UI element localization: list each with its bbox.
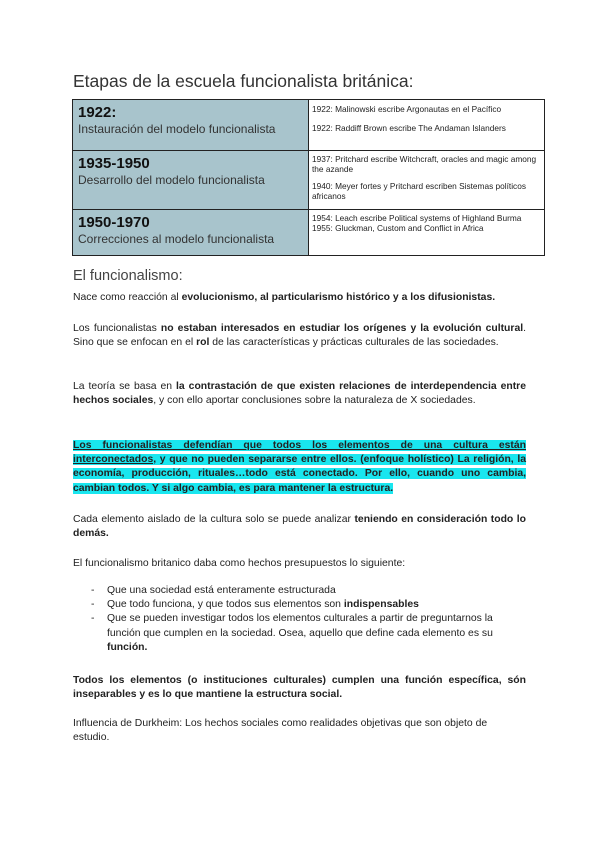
list-item-text: Que una sociedad está enteramente estructurada <box>107 585 336 596</box>
event-item: 1955: Gluckman, Custom and Conflict in Africa <box>312 223 484 234</box>
stages-table <box>72 99 545 256</box>
paragraph-text: de las características y prácticas culturales de las sociedades. <box>209 337 499 349</box>
stage-cell <box>73 210 309 256</box>
paragraph: El funcionalismo britanico daba como hechos presupuestos lo siguiente: <box>73 558 406 569</box>
list-item-text: Que se pueden investigar todos los elementos culturales a partir de preguntarnos la función que cumplen en la sociedad. Osea, aquello que define cada elemento es su <box>107 613 493 639</box>
bold-text: teniendo en consideración todo lo demás. <box>73 514 526 540</box>
stage-years: 1935-1950 <box>78 155 150 172</box>
event-item: 1937: Pritchard escribe Witchcraft, oracles and magic among the azande <box>312 154 537 175</box>
table-row <box>73 100 545 151</box>
stage-description: Correcciones al modelo funcionalista <box>78 232 275 246</box>
paragraph-text: . Sino que se enfocan en el <box>73 323 527 349</box>
bold-text: evolucionismo, al particularismo histórico y a los difusionistas. <box>181 292 496 303</box>
paragraph-text: Los funcionalistas <box>73 323 161 334</box>
events-cell <box>309 210 545 256</box>
events-cell <box>309 151 545 210</box>
list-item <box>73 612 526 655</box>
event-item: 1922: Raddiff Brown escribe The Andaman Islanders <box>312 123 506 134</box>
stage-description: Instauración del modelo funcionalista <box>78 122 276 136</box>
paragraph: Influencia de Durkheim: Los hechos sociales como realidades objetivas que son objeto de estudio. <box>73 718 488 744</box>
stage-cell <box>73 151 309 210</box>
paragraph-text: Cada elemento aislado de la cultura solo se puede analizar <box>73 514 355 525</box>
bullet-list <box>73 584 526 655</box>
bold-text: no estaban interesados en estudiar los orígenes y la evolución cultural <box>160 323 524 334</box>
paragraph-text: La teoría se basa en <box>73 381 177 392</box>
highlighted-paragraph <box>73 439 526 496</box>
paragraph <box>73 380 526 408</box>
section-heading: El funcionalismo: <box>73 268 183 284</box>
list-item <box>73 584 526 598</box>
bold-text: la contrastación de que existen relaciones de interdependencia entre hechos sociales <box>73 381 526 407</box>
paragraph <box>73 322 526 350</box>
event-item: 1940: Meyer fortes y Pritchard escriben Sistemas políticos africanos <box>312 180 526 201</box>
highlighted-underlined-text: Los funcionalistas defendían que todos los elementos de una cultura están interconectados <box>73 440 526 466</box>
table-row <box>73 151 545 210</box>
stage-cell <box>73 100 309 151</box>
bold-text: función. <box>107 641 148 653</box>
bold-text: rol <box>196 337 210 349</box>
list-item-text: Que todo funciona, y que todos sus elementos son <box>107 599 344 611</box>
paragraph <box>73 291 526 305</box>
event-item: 1922: Malinowski escribe Argonautas en el Pacífico <box>312 104 502 114</box>
paragraph-text: , y con ello aportar conclusiones sobre la naturaleza de X sociedades. <box>153 395 476 407</box>
stage-years: 1950-1970 <box>78 214 150 231</box>
document-title: Etapas de la escuela funcionalista británica: <box>73 71 414 91</box>
list-item <box>73 598 526 612</box>
event-item: 1954: Leach escribe Political systems of Highland Burma <box>312 213 522 223</box>
table-row <box>73 210 545 256</box>
paragraph: Todos los elementos (o instituciones culturales) cumplen una función específica, són inseparables y es lo que mantiene la estructura social. <box>73 675 526 701</box>
stage-years: 1922: <box>78 104 117 121</box>
events-cell <box>309 100 545 151</box>
paragraph <box>73 513 526 541</box>
paragraph-text: Nace como reacción al <box>73 292 182 303</box>
highlighted-text: , y que no pueden separarse entre ellos. (enfoque holístico) La religión, la economía, producción, rituales…todo está conectado. Por ello, cuando uno cambia, cambian todos. Y si algo cambia, es para mantener la estructura. <box>73 454 526 494</box>
stage-description: Desarrollo del modelo funcionalista <box>78 173 265 187</box>
bold-text: indispensables <box>343 599 419 611</box>
